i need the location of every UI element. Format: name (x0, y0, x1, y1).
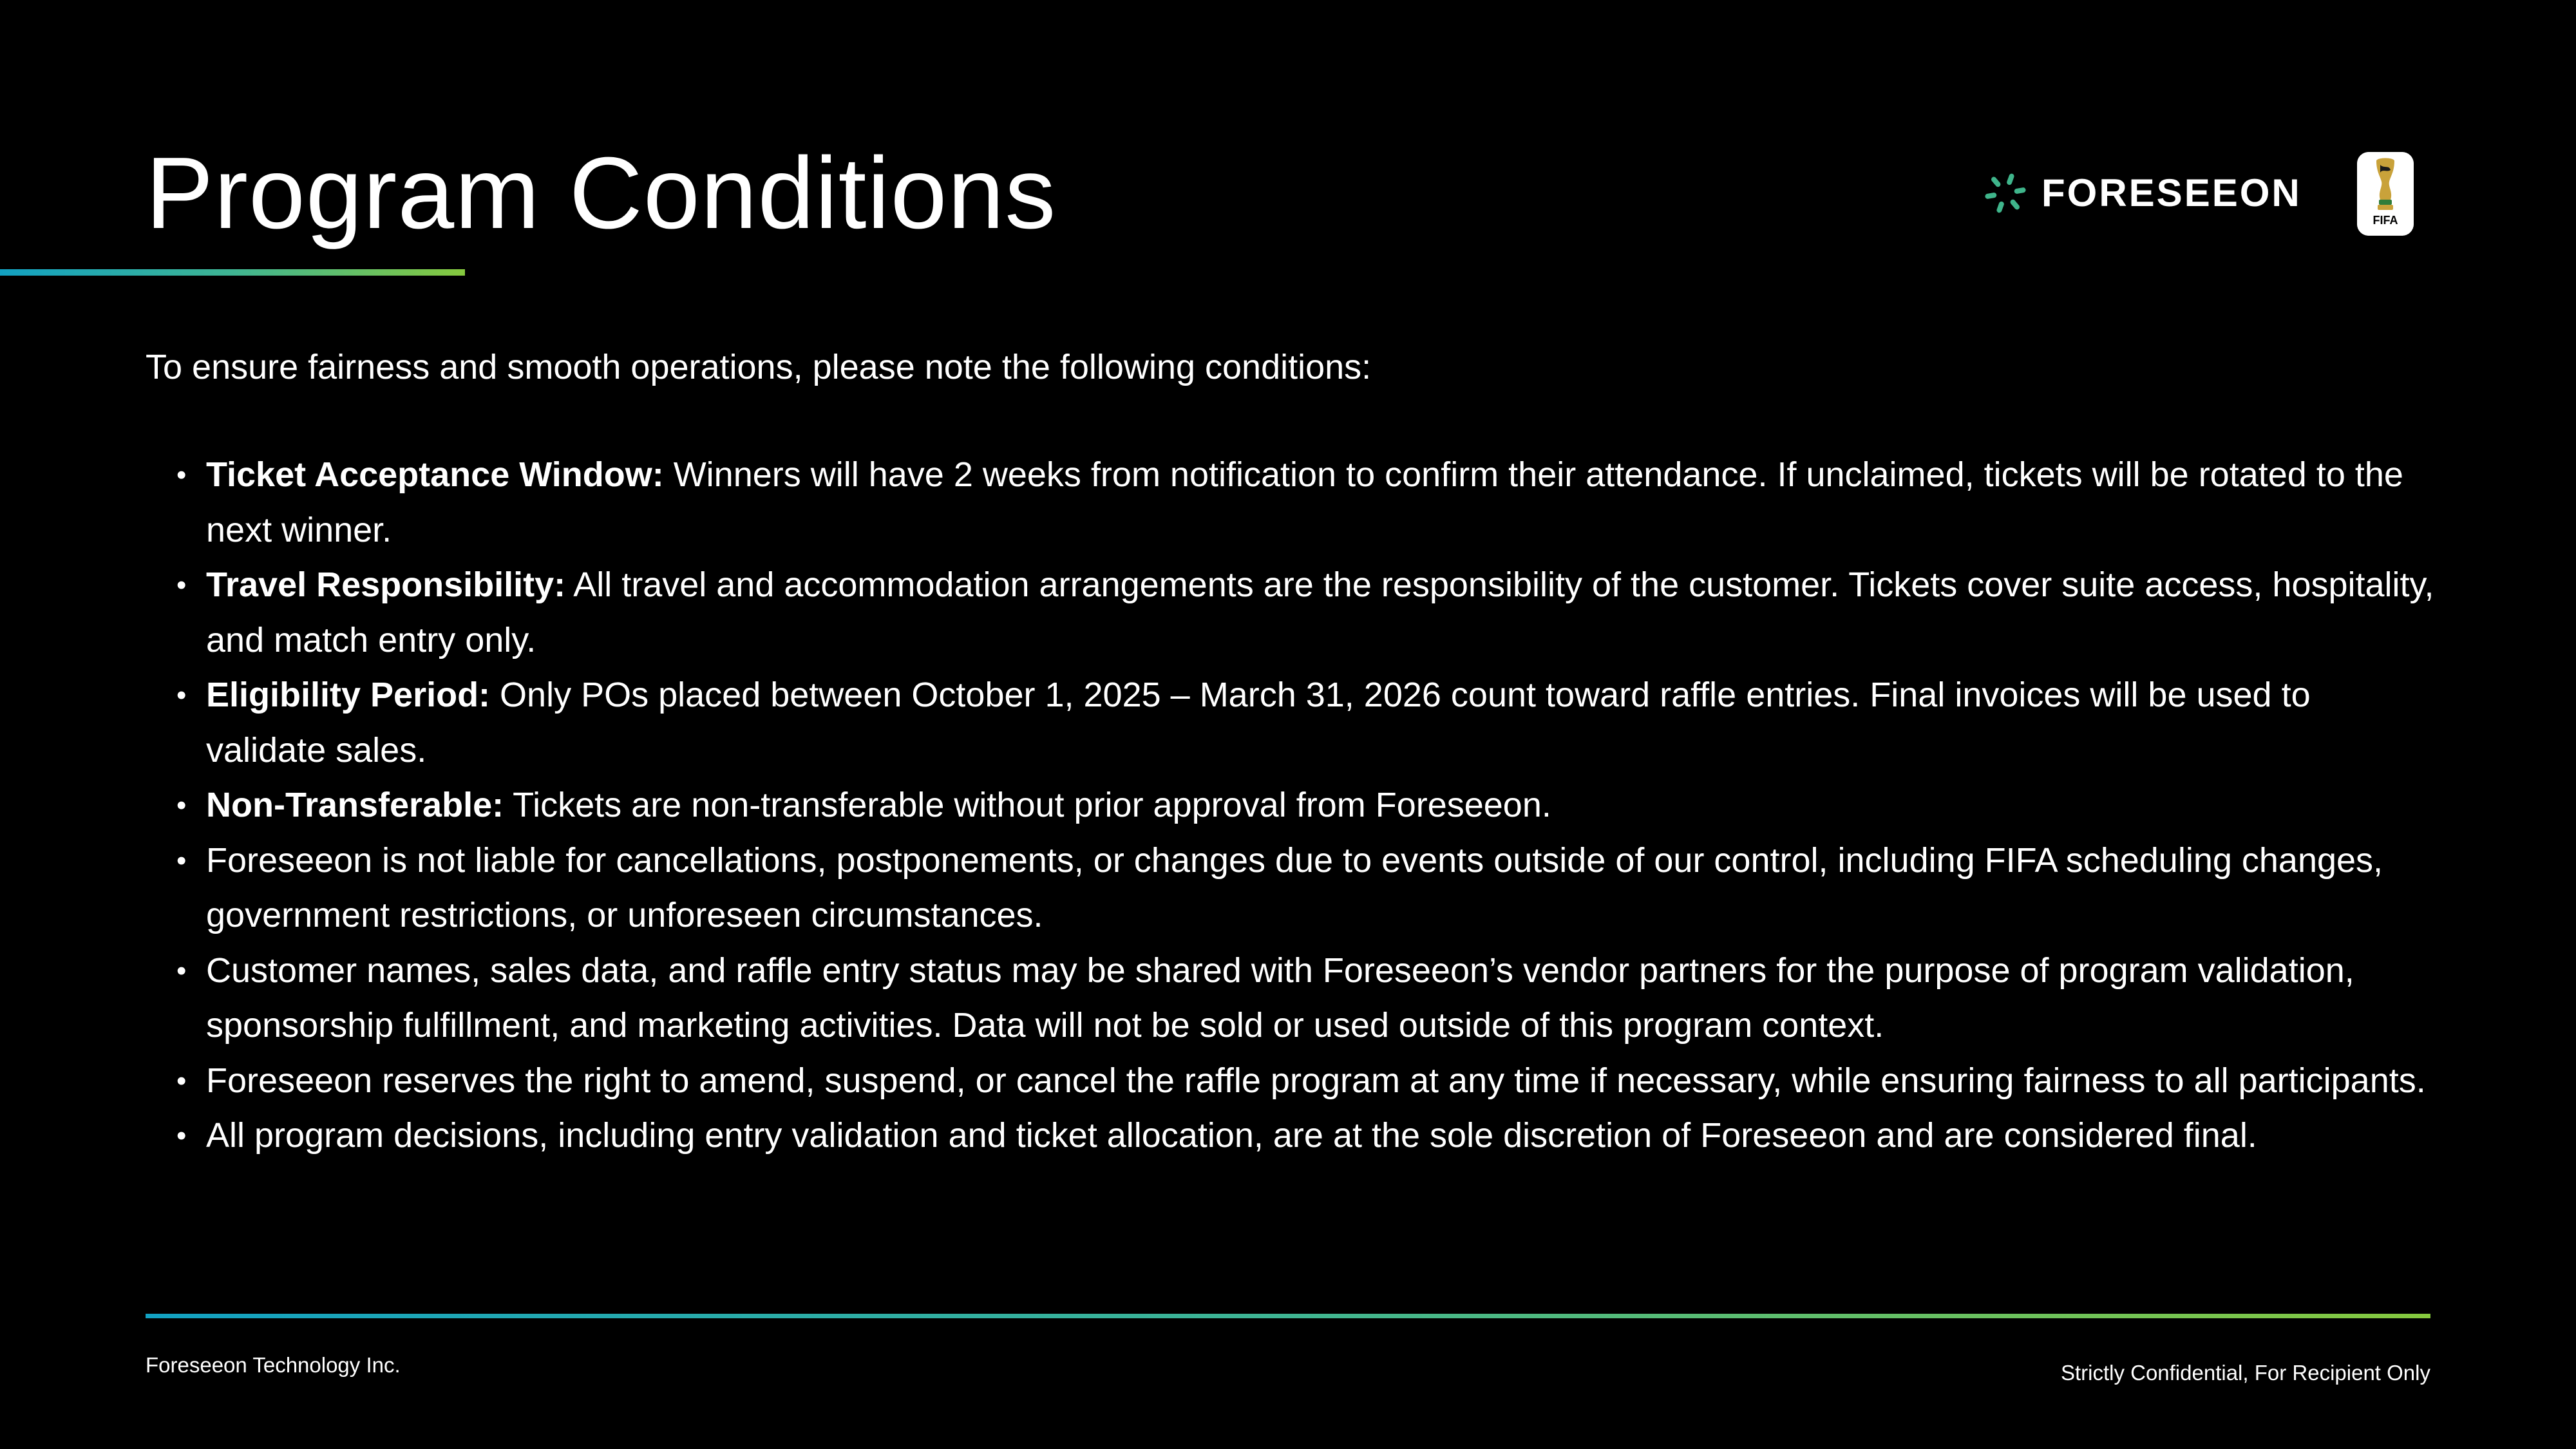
brand-name: FORESEEON (2041, 171, 2302, 214)
condition-text: Tickets are non-transferable without prior approval from Foreseeon. (504, 786, 1551, 824)
list-item (146, 668, 2438, 778)
list-item (146, 558, 2438, 668)
list-item (146, 448, 2438, 558)
condition-text: Only POs placed between October 1, 2025 – March 31, 2026 count toward raffle entries. Final invoices will be used to validate sales. (206, 676, 2311, 770)
fifa-world-cup-trophy-icon (2357, 152, 2414, 236)
condition-text: All program decisions, including entry validation and ticket allocation, are at the sole discretion of Foreseeon and are considered final. (206, 1116, 2257, 1155)
condition-text: Foreseeon reserves the right to amend, suspend, or cancel the raffle program at any time if necessary, while ensuring fairness to all participants. (206, 1061, 2426, 1100)
condition-term: Travel Responsibility: (206, 565, 566, 604)
list-item (146, 1054, 2438, 1109)
condition-text: Winners will have 2 weeks from notification to confirm their attendance. If unclaimed, tickets will be rotated to the next winner. (206, 455, 2403, 549)
slide-title: Program Conditions (146, 137, 1057, 250)
foreseeon-spark-icon (1984, 171, 2027, 215)
footer-company: Foreseeon Technology Inc. (146, 1353, 401, 1377)
condition-text: Foreseeon is not liable for cancellations, postponements, or changes due to events outside of our control, including FIFA scheduling changes, government restrictions, or unforeseen circumstances. (206, 840, 2383, 934)
title-accent-line (0, 269, 465, 276)
condition-term: Eligibility Period: (206, 676, 491, 714)
condition-text: All travel and accommodation arrangements are the responsibility of the customer. Tickets cover suite access, hospitality, and match entry only. (206, 565, 2434, 659)
condition-text: Customer names, sales data, and raffle entry status may be shared with Foreseeon’s vendor partners for the purpose of program validation, sponsorship fulfillment, and marketing activities. Data will not be sold or used outside of this program context. (206, 951, 2354, 1045)
list-item (146, 833, 2438, 943)
conditions-list (146, 448, 2438, 1164)
condition-term: Ticket Acceptance Window: (206, 455, 664, 494)
fifa-label: FIFA (2372, 214, 2398, 227)
footer-confidentiality: Strictly Confidential, For Recipient Only (2060, 1361, 2430, 1385)
list-item (146, 778, 2438, 833)
list-item (146, 943, 2438, 1054)
intro-text: To ensure fairness and smooth operations, please note the following conditions: (146, 348, 1372, 386)
condition-term: Non-Transferable: (206, 786, 504, 824)
brand-lockup (1984, 167, 2302, 219)
list-item (146, 1108, 2438, 1164)
footer-divider (146, 1314, 2430, 1318)
